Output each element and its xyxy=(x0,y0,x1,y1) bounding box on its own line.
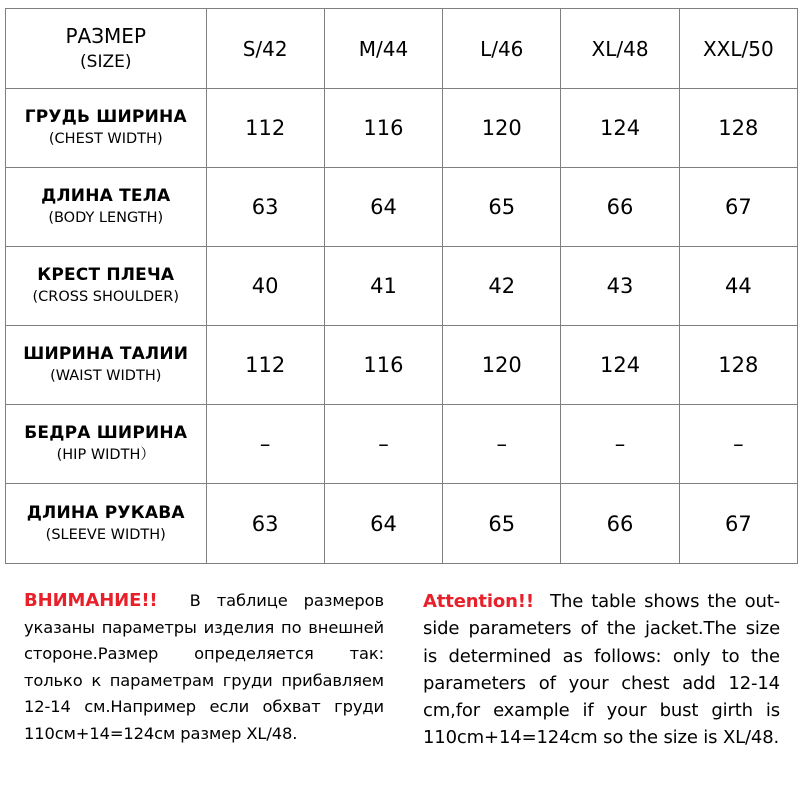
warning-label-english: Attention!! xyxy=(423,591,534,612)
value-cell xyxy=(679,247,797,326)
value-cell xyxy=(443,168,561,247)
value-cell xyxy=(324,484,442,564)
row-label: ШИРИНА ТАЛИИ xyxy=(23,344,189,364)
row-label-cell xyxy=(6,247,207,326)
row-sublabel: (BODY LENGTH) xyxy=(48,210,164,226)
value-cell xyxy=(206,247,324,326)
measurement-value: 42 xyxy=(488,274,516,298)
note-text-english: The table shows the out-side parameters of the jacket.The size is determined as follows: only to the parameters of your chest add 12-14 cm,for example if your bust girth is 110cm+14=124cm so the size is XL/48. xyxy=(423,591,780,749)
measurement-value: 63 xyxy=(251,195,279,219)
measurement-value: 66 xyxy=(606,511,634,536)
measurement-value: 63 xyxy=(251,511,279,536)
row-label-cell xyxy=(6,168,207,247)
measurement-value: 128 xyxy=(718,116,759,140)
row-label-cell xyxy=(6,89,207,168)
value-cell xyxy=(443,247,561,326)
measurement-value: 64 xyxy=(370,195,397,219)
value-cell xyxy=(206,89,324,168)
size-column-header xyxy=(206,9,324,89)
value-cell xyxy=(443,405,561,484)
value-cell xyxy=(324,89,442,168)
value-cell xyxy=(679,405,797,484)
size-header-title: РАЗМЕР xyxy=(65,23,147,48)
value-cell xyxy=(443,89,561,168)
row-label-cell xyxy=(6,484,207,564)
row-label: КРЕСТ ПЛЕЧА xyxy=(37,265,175,285)
measurement-value: 128 xyxy=(718,353,759,377)
value-cell xyxy=(443,326,561,405)
measurement-value: 67 xyxy=(724,511,752,536)
measurement-value: 124 xyxy=(599,353,641,377)
value-cell xyxy=(561,247,679,326)
measurement-value: 65 xyxy=(488,511,516,536)
size-label: XL/48 xyxy=(591,36,649,61)
row-sublabel: (CHEST WIDTH) xyxy=(48,131,163,147)
note-text-russian: В таблице размеров указаны параметры изделия по внешней стороне.Размер определяется так: только к параметрам груди прибавляем 12-14 см.Например если обхват груди 110см+14=124см размер XL/48. xyxy=(24,591,385,743)
measurement-value: – xyxy=(733,432,744,456)
table-row-hip-width xyxy=(6,405,798,484)
size-header-cell xyxy=(6,9,207,89)
measurement-value: 43 xyxy=(606,274,634,298)
measurement-value: 41 xyxy=(370,274,397,298)
warning-label-russian: ВНИМАНИЕ!! xyxy=(24,590,158,611)
measurement-value: – xyxy=(496,432,507,456)
measurement-value: 44 xyxy=(724,274,752,298)
size-label: M/44 xyxy=(358,36,409,61)
size-column-header xyxy=(679,9,797,89)
value-cell xyxy=(561,405,679,484)
table-row-waist-width xyxy=(6,326,798,405)
value-cell xyxy=(324,168,442,247)
table-row-body-length xyxy=(6,168,798,247)
value-cell xyxy=(324,405,442,484)
row-label: БЕДРА ШИРИНА xyxy=(24,423,188,443)
value-cell xyxy=(679,89,797,168)
measurement-value: 67 xyxy=(724,195,752,219)
table-row-chest-width xyxy=(6,89,798,168)
row-sublabel: (SLEEVE WIDTH) xyxy=(45,526,166,543)
value-cell xyxy=(324,326,442,405)
measurement-value: 40 xyxy=(251,274,279,298)
size-label: XXL/50 xyxy=(702,36,774,61)
value-cell xyxy=(443,484,561,564)
size-column-header xyxy=(324,9,442,89)
size-label: L/46 xyxy=(480,36,524,61)
value-cell xyxy=(206,326,324,405)
table-row-cross-shoulder xyxy=(6,247,798,326)
table-header-row xyxy=(6,9,798,89)
measurement-value: 112 xyxy=(245,353,286,377)
attention-note-english xyxy=(423,588,780,752)
value-cell xyxy=(206,484,324,564)
value-cell xyxy=(206,405,324,484)
row-sublabel: (WAIST WIDTH) xyxy=(50,368,162,384)
row-sublabel: (CROSS SHOULDER) xyxy=(32,289,180,305)
row-sublabel: (HIP WIDTH） xyxy=(56,447,155,463)
measurement-value: 65 xyxy=(488,195,516,219)
value-cell xyxy=(324,247,442,326)
value-cell xyxy=(679,326,797,405)
measurement-value: 120 xyxy=(481,353,522,377)
row-label: ДЛИНА ТЕЛА xyxy=(41,186,171,206)
size-chart-table xyxy=(5,8,798,564)
measurement-value: 120 xyxy=(481,116,522,140)
size-column-header xyxy=(561,9,679,89)
size-label: S/42 xyxy=(242,36,288,61)
table-row-sleeve-width xyxy=(6,484,798,564)
size-header-subtitle: (SIZE) xyxy=(80,51,132,72)
measurement-value: 116 xyxy=(363,116,404,140)
measurement-value: 124 xyxy=(599,116,641,140)
measurement-value: – xyxy=(614,432,626,456)
value-cell xyxy=(561,168,679,247)
value-cell xyxy=(561,89,679,168)
measurement-value: 66 xyxy=(606,195,634,219)
value-cell xyxy=(561,484,679,564)
measurement-value: – xyxy=(378,432,389,456)
measurement-value: – xyxy=(259,432,271,456)
value-cell xyxy=(206,168,324,247)
row-label: ДЛИНА РУКАВА xyxy=(26,502,185,523)
value-cell xyxy=(679,168,797,247)
value-cell xyxy=(561,326,679,405)
measurement-value: 64 xyxy=(370,511,397,536)
measurement-value: 112 xyxy=(245,116,286,140)
value-cell xyxy=(679,484,797,564)
row-label-cell xyxy=(6,405,207,484)
attention-note-russian xyxy=(24,588,384,747)
row-label: ГРУДЬ ШИРИНА xyxy=(24,107,187,127)
row-label-cell xyxy=(6,326,207,405)
size-column-header xyxy=(443,9,561,89)
measurement-value: 116 xyxy=(363,353,404,377)
